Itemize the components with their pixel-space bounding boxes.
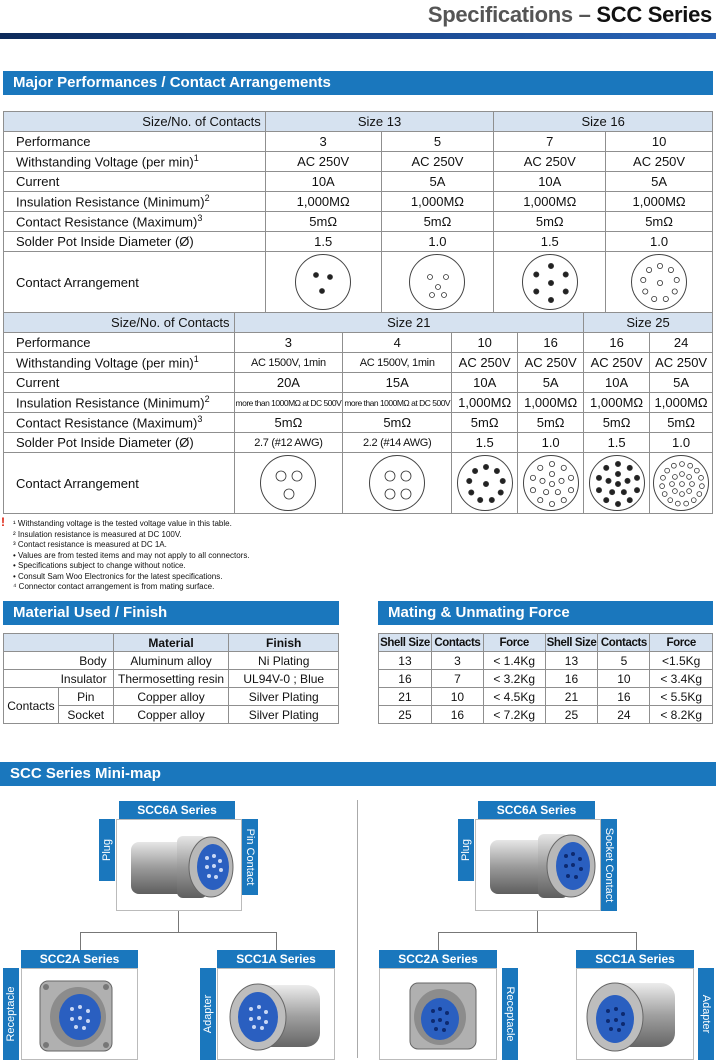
size-25-header: Size 25 [584,313,713,333]
force-cell: < 8.2Kg [650,706,713,724]
force-cell: < 1.4Kg [483,652,545,670]
series-label-scc1a: SCC1A Series [576,950,694,968]
contacts-count: 4 [343,333,452,353]
contact-arrangement-diagram [653,455,709,511]
header-rule [0,33,716,39]
pin-finish: Silver Plating [229,688,339,706]
spec-row-label [4,212,266,232]
spec-value: 5mΩ [343,413,452,433]
force-cell: 25 [545,706,598,724]
scc2a-receptacle-image [379,968,497,1060]
performance-table-2 [3,312,713,514]
force-cell: 7 [431,670,483,688]
footnote-marker: 1 [193,354,199,365]
spec-label-text: Current [16,174,60,189]
spec-label-text: Contact Resistance (Maximum) [16,214,198,230]
spec-value: 1,000MΩ [494,192,606,212]
plug-tab: Plug [99,819,115,881]
force-cell: 10 [431,688,483,706]
spec-value: 1,000MΩ [452,393,518,413]
series-label-scc1a: SCC1A Series [217,950,335,968]
size-header-label: Size/No. of Contacts [4,112,266,132]
finish-header: Finish [229,634,339,652]
force-cell: 10 [598,670,650,688]
force-header: Force [483,634,545,652]
spec-row [4,393,713,413]
spec-row-label [4,353,235,373]
force-table [378,633,713,724]
arrangement-cell [650,453,713,514]
minimap-divider [357,800,358,1058]
spec-value: 20A [234,373,343,393]
footnote-line: ² Insulation resistance is measured at DC 100V. [13,529,182,539]
contact-arrangement-diagram [369,455,425,511]
adapter-connector-icon [218,969,336,1061]
scc6a-plug-image [116,819,242,911]
force-cell: 3 [431,652,483,670]
force-row [379,706,713,724]
force-cell: < 5.5Kg [650,688,713,706]
receptacle-connector-icon [380,969,498,1061]
footnotes [1,515,250,593]
spec-value: 5mΩ [234,413,343,433]
spec-row [4,413,713,433]
plug-tab: Plug [458,819,474,881]
spec-value: 1.0 [381,232,494,252]
force-cell: < 4.5Kg [483,688,545,706]
spec-value: 5mΩ [650,413,713,433]
arrangement-cell [381,252,494,313]
section-title-performances: Major Performances / Contact Arrangements [3,71,713,95]
pin-label: Pin [58,688,113,706]
material-corner-cell [4,634,114,652]
spec-label-text: Solder Pot Inside Diameter (Ø) [16,234,194,249]
spec-row-label [4,433,235,453]
section-title-force: Mating & Unmating Force [378,601,713,625]
contacts-label: Contacts [4,688,59,724]
spec-row-label [4,373,235,393]
tree-connector [636,932,637,952]
spec-row [4,192,713,212]
spec-label-text: Insulation Resistance (Minimum) [16,395,205,411]
spec-value: 1.5 [452,433,518,453]
force-cell: 13 [545,652,598,670]
contact-arrangement-diagram [631,254,687,310]
tree-connector [276,932,277,952]
spec-label-text: Withstanding Voltage (per min) [16,355,194,371]
spec-value: 1.0 [650,433,713,453]
adapter-tab: Adapter [200,968,216,1060]
pin-layout-icon [370,456,426,512]
spec-value: 15A [343,373,452,393]
spec-value: 1,000MΩ [584,393,650,413]
socket-finish: Silver Plating [229,706,339,724]
contacts-count: 3 [234,333,343,353]
spec-value: 1,000MΩ [606,192,713,212]
scc2a-receptacle-image [21,968,138,1060]
body-material: Aluminum alloy [113,652,229,670]
force-row [379,652,713,670]
force-cell: 13 [379,652,432,670]
contacts-count: 10 [452,333,518,353]
spec-value: 5mΩ [518,413,584,433]
force-row [379,688,713,706]
spec-value: 1,000MΩ [518,393,584,413]
spec-row [4,172,713,192]
contacts-count: 16 [584,333,650,353]
receptacle-tab: Receptacle [3,968,19,1060]
size-16-header: Size 16 [494,112,713,132]
force-cell: 25 [379,706,432,724]
spec-value: 1.5 [584,433,650,453]
tree-connector [80,932,276,933]
material-header: Material [113,634,229,652]
spec-row-label [4,172,266,192]
footnote-line: • Consult Sam Woo Electronics for the latest specifications. [13,571,223,581]
pin-layout-icon [524,456,580,512]
force-row [379,670,713,688]
size-13-header: Size 13 [265,112,494,132]
force-cell: <1.5Kg [650,652,713,670]
spec-value: AC 250V [650,353,713,373]
tree-connector [178,910,179,932]
force-cell: 21 [379,688,432,706]
spec-value: 10A [494,172,606,192]
arrangement-cell [606,252,713,313]
spec-row-label [4,152,266,172]
scc1a-adapter-image [576,968,694,1060]
spec-value: 5mΩ [584,413,650,433]
contacts-count: 10 [606,132,713,152]
tree-connector [80,932,81,952]
spec-value: AC 250V [518,353,584,373]
pin-layout-icon [654,456,710,512]
contacts-count: 7 [494,132,606,152]
contact-arrangement-diagram [295,254,351,310]
footnote-line: ³ Contact resistance is measured at DC 1A. [13,540,167,549]
footnote-line: • Values are from tested items and may not apply to all connectors. [13,550,250,560]
force-cell: < 3.4Kg [650,670,713,688]
socket-material: Copper alloy [113,706,229,724]
spec-value: 1.5 [494,232,606,252]
insulator-label: Insulator [4,670,114,688]
contact-arrangement-diagram [409,254,465,310]
adapter-connector-icon [577,969,695,1061]
spec-row-label [4,232,266,252]
footnote-line: ⁴ Connector contact arrangement is from mating surface. [13,582,215,591]
spec-value: 2.2 (#14 AWG) [343,433,452,453]
series-label-scc2a: SCC2A Series [379,950,497,968]
force-cell: 21 [545,688,598,706]
page-title-prefix: Specifications – [427,2,597,27]
spec-value: 5A [518,373,584,393]
pin-contact-tab: Pin Contact [242,819,258,895]
force-cell: 16 [379,670,432,688]
spec-row-label [4,192,266,212]
tree-connector [537,910,538,932]
spec-label-text: Insulation Resistance (Minimum) [16,194,205,210]
contact-arrangement-diagram [523,455,579,511]
adapter-tab: Adapter [698,968,714,1060]
spec-value: 5mΩ [381,212,494,232]
series-label-scc6a: SCC6A Series [119,801,235,819]
pin-layout-icon [410,255,466,311]
spec-value: more than 1000MΩ at DC 500V [343,393,452,413]
spec-value: 5A [650,373,713,393]
warning-icon: ! [1,515,5,529]
spec-value: 5A [606,172,713,192]
tree-connector [438,932,439,952]
pin-layout-icon [523,255,579,311]
footnote-marker: 2 [204,394,210,405]
footnote-marker: 3 [197,414,203,425]
spec-value: AC 250V [381,152,494,172]
plug-connector-icon [476,820,602,912]
spec-value: 1.0 [518,433,584,453]
spec-row-label [4,393,235,413]
arrangement-cell [584,453,650,514]
spec-value: AC 1500V, 1min [343,353,452,373]
spec-row [4,433,713,453]
spec-value: 5mΩ [265,212,381,232]
force-header: Shell Size [545,634,598,652]
socket-contact-tab: Socket Contact [601,819,617,911]
plug-connector-icon [117,820,243,912]
spec-value: 1.0 [606,232,713,252]
contact-arrangement-label: Contact Arrangement [4,453,235,514]
spec-value: 10A [265,172,381,192]
pin-layout-icon [458,456,514,512]
arrangement-cell [234,453,343,514]
spec-value: AC 250V [265,152,381,172]
pin-layout-icon [261,456,317,512]
pin-layout-icon [590,456,646,512]
spec-value: AC 250V [584,353,650,373]
footnote-marker: 2 [204,193,210,204]
spec-label-text: Withstanding Voltage (per min) [16,154,194,170]
force-cell: 5 [598,652,650,670]
tree-connector [438,932,636,933]
contact-arrangement-diagram [260,455,316,511]
spec-label-text: Current [16,375,60,390]
series-label-scc6a: SCC6A Series [478,801,595,819]
arrangement-cell [265,252,381,313]
page-title-series: SCC Series [596,2,712,27]
receptacle-connector-icon [22,969,139,1061]
spec-value: 1,000MΩ [381,192,494,212]
spec-value: AC 1500V, 1min [234,353,343,373]
spec-row [4,373,713,393]
arrangement-cell [518,453,584,514]
insulator-finish: UL94V-0 ; Blue [229,670,339,688]
page-title [428,0,712,30]
spec-value: 5mΩ [606,212,713,232]
spec-row [4,232,713,252]
body-label: Body [4,652,114,670]
section-title-minimap: SCC Series Mini-map [0,762,716,786]
contact-arrangement-diagram [457,455,513,511]
spec-value: AC 250V [494,152,606,172]
pin-material: Copper alloy [113,688,229,706]
material-table [3,633,339,724]
spec-label-text: Solder Pot Inside Diameter (Ø) [16,435,194,450]
spec-value: more than 1000MΩ at DC 500V [234,393,343,413]
contacts-count: 5 [381,132,494,152]
pin-layout-icon [632,255,688,311]
series-label-scc2a: SCC2A Series [21,950,138,968]
spec-value: 5A [381,172,494,192]
size-21-header: Size 21 [234,313,583,333]
footnote-line: ¹ Withstanding voltage is the tested voltage value in this table. [13,519,232,528]
spec-value: 10A [584,373,650,393]
spec-row [4,152,713,172]
footnote-marker: 1 [193,153,199,164]
spec-row [4,212,713,232]
contact-arrangement-diagram [589,455,645,511]
footnote-line: • Specifications subject to change without notice. [13,561,186,570]
spec-value: 5mΩ [494,212,606,232]
arrangement-cell [452,453,518,514]
force-header: Force [650,634,713,652]
contact-arrangement-label: Contact Arrangement [4,252,266,313]
scc6a-plug-image [475,819,601,911]
insulator-material: Thermosetting resin [113,670,229,688]
spec-value: 1,000MΩ [650,393,713,413]
force-cell: 24 [598,706,650,724]
spec-value: 5mΩ [452,413,518,433]
spec-value: 1,000MΩ [265,192,381,212]
force-cell: 16 [431,706,483,724]
force-cell: 16 [545,670,598,688]
force-header: Shell Size [379,634,432,652]
arrangement-cell [343,453,452,514]
force-cell: 16 [598,688,650,706]
force-cell: < 7.2Kg [483,706,545,724]
contacts-count: 3 [265,132,381,152]
performance-label: Performance [4,132,266,152]
contacts-count: 16 [518,333,584,353]
scc1a-adapter-image [217,968,335,1060]
arrangement-cell [494,252,606,313]
spec-value: 10A [452,373,518,393]
performance-table-1 [3,111,713,313]
spec-label-text: Contact Resistance (Maximum) [16,415,198,431]
pin-layout-icon [296,255,352,311]
spec-value: 2.7 (#12 AWG) [234,433,343,453]
force-cell: < 3.2Kg [483,670,545,688]
spec-row [4,353,713,373]
spec-row-label [4,413,235,433]
socket-label: Socket [58,706,113,724]
footnote-marker: 3 [197,213,203,224]
performance-label: Performance [4,333,235,353]
spec-value: AC 250V [606,152,713,172]
contacts-count: 24 [650,333,713,353]
contact-arrangement-diagram [522,254,578,310]
force-header: Contacts [431,634,483,652]
receptacle-tab: Receptacle [502,968,518,1060]
size-header-label: Size/No. of Contacts [4,313,235,333]
force-header: Contacts [598,634,650,652]
spec-value: AC 250V [452,353,518,373]
section-title-material: Material Used / Finish [3,601,339,625]
spec-value: 1.5 [265,232,381,252]
body-finish: Ni Plating [229,652,339,670]
